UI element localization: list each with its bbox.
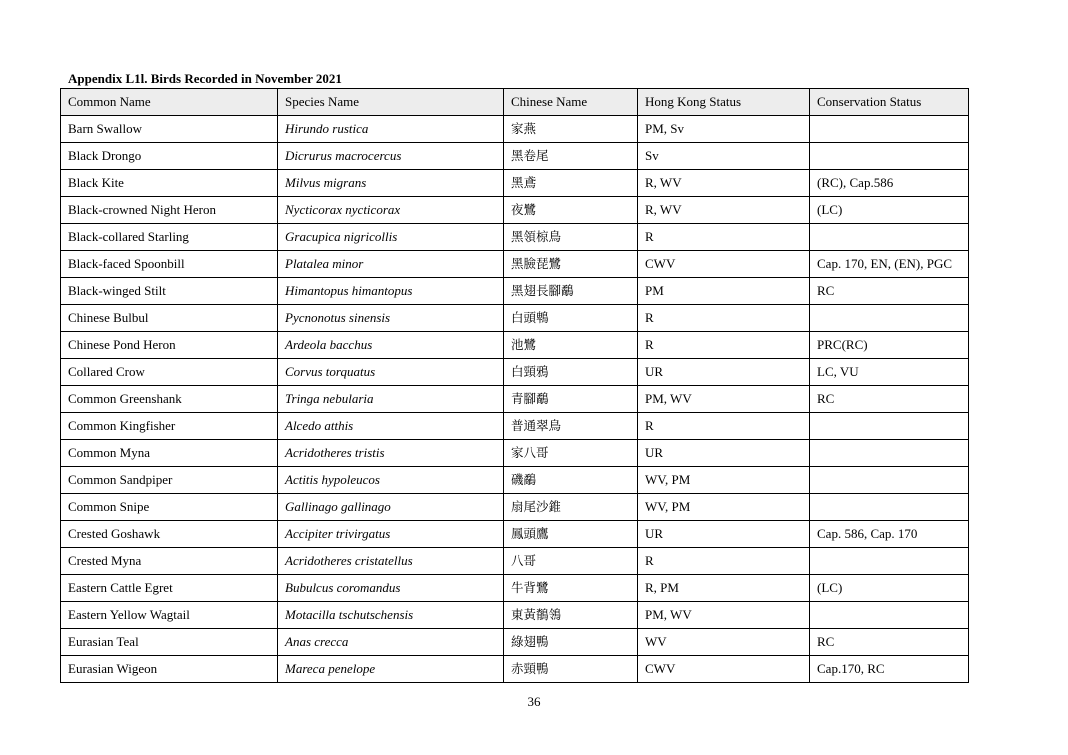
- header-row: [61, 89, 969, 116]
- table-row: [61, 629, 969, 656]
- cell-common-name: Barn Swallow: [61, 116, 278, 143]
- cell-conservation-status: LC, VU: [810, 359, 969, 386]
- cell-chinese-name: 扇尾沙錐: [504, 494, 638, 521]
- cell-chinese-name: 家燕: [504, 116, 638, 143]
- cell-hong-kong-status: PM, Sv: [638, 116, 810, 143]
- table-row: [61, 386, 969, 413]
- cell-hong-kong-status: R: [638, 305, 810, 332]
- table-row: [61, 467, 969, 494]
- table-row: [61, 170, 969, 197]
- cell-hong-kong-status: PM, WV: [638, 602, 810, 629]
- cell-hong-kong-status: PM: [638, 278, 810, 305]
- cell-conservation-status: [810, 224, 969, 251]
- cell-species-name: Corvus torquatus: [278, 359, 504, 386]
- cell-common-name: Chinese Bulbul: [61, 305, 278, 332]
- cell-common-name: Eurasian Wigeon: [61, 656, 278, 683]
- cell-hong-kong-status: UR: [638, 359, 810, 386]
- cell-conservation-status: RC: [810, 629, 969, 656]
- cell-species-name: Platalea minor: [278, 251, 504, 278]
- cell-common-name: Chinese Pond Heron: [61, 332, 278, 359]
- cell-hong-kong-status: CWV: [638, 656, 810, 683]
- header-common-name: Common Name: [61, 89, 278, 116]
- cell-conservation-status: RC: [810, 278, 969, 305]
- cell-common-name: Common Snipe: [61, 494, 278, 521]
- cell-hong-kong-status: UR: [638, 440, 810, 467]
- cell-chinese-name: 赤頸鴨: [504, 656, 638, 683]
- cell-conservation-status: PRC(RC): [810, 332, 969, 359]
- page-title: Appendix L1l. Birds Recorded in November 2021: [68, 71, 342, 86]
- cell-conservation-status: (RC), Cap.586: [810, 170, 969, 197]
- table-row: [61, 521, 969, 548]
- cell-common-name: Common Greenshank: [61, 386, 278, 413]
- cell-chinese-name: 白頸鴉: [504, 359, 638, 386]
- cell-conservation-status: (LC): [810, 575, 969, 602]
- cell-chinese-name: 八哥: [504, 548, 638, 575]
- cell-common-name: Black-crowned Night Heron: [61, 197, 278, 224]
- cell-common-name: Black-collared Starling: [61, 224, 278, 251]
- cell-species-name: Himantopus himantopus: [278, 278, 504, 305]
- cell-chinese-name: 青腳鷸: [504, 386, 638, 413]
- table-row: [61, 332, 969, 359]
- cell-conservation-status: [810, 548, 969, 575]
- cell-species-name: Alcedo atthis: [278, 413, 504, 440]
- cell-common-name: Black Kite: [61, 170, 278, 197]
- cell-species-name: Hirundo rustica: [278, 116, 504, 143]
- cell-hong-kong-status: R: [638, 224, 810, 251]
- cell-chinese-name: 牛背鷺: [504, 575, 638, 602]
- table-row: [61, 224, 969, 251]
- cell-conservation-status: RC: [810, 386, 969, 413]
- cell-common-name: Eastern Cattle Egret: [61, 575, 278, 602]
- table-row: [61, 143, 969, 170]
- cell-hong-kong-status: PM, WV: [638, 386, 810, 413]
- table-row: [61, 602, 969, 629]
- cell-species-name: Anas crecca: [278, 629, 504, 656]
- cell-chinese-name: 黑翅長腳鷸: [504, 278, 638, 305]
- header-hong-kong-status: Hong Kong Status: [638, 89, 810, 116]
- table-row: [61, 305, 969, 332]
- cell-common-name: Eastern Yellow Wagtail: [61, 602, 278, 629]
- cell-hong-kong-status: R, WV: [638, 170, 810, 197]
- cell-species-name: Nycticorax nycticorax: [278, 197, 504, 224]
- header-species-name: Species Name: [278, 89, 504, 116]
- cell-chinese-name: 鳳頭鷹: [504, 521, 638, 548]
- cell-common-name: Eurasian Teal: [61, 629, 278, 656]
- cell-species-name: Dicrurus macrocercus: [278, 143, 504, 170]
- cell-conservation-status: Cap.170, RC: [810, 656, 969, 683]
- cell-common-name: Common Sandpiper: [61, 467, 278, 494]
- cell-conservation-status: [810, 413, 969, 440]
- cell-species-name: Acridotheres cristatellus: [278, 548, 504, 575]
- cell-conservation-status: [810, 305, 969, 332]
- cell-chinese-name: 東黃鶺鴒: [504, 602, 638, 629]
- table-body: [61, 116, 969, 683]
- cell-conservation-status: [810, 494, 969, 521]
- cell-hong-kong-status: R: [638, 548, 810, 575]
- header-conservation-status: Conservation Status: [810, 89, 969, 116]
- table-row: [61, 359, 969, 386]
- cell-conservation-status: Cap. 586, Cap. 170: [810, 521, 969, 548]
- cell-hong-kong-status: R, PM: [638, 575, 810, 602]
- cell-conservation-status: [810, 440, 969, 467]
- cell-hong-kong-status: R, WV: [638, 197, 810, 224]
- table-row: [61, 197, 969, 224]
- cell-species-name: Actitis hypoleucos: [278, 467, 504, 494]
- cell-conservation-status: [810, 143, 969, 170]
- cell-species-name: Motacilla tschutschensis: [278, 602, 504, 629]
- cell-hong-kong-status: R: [638, 413, 810, 440]
- table-row: [61, 656, 969, 683]
- cell-species-name: Pycnonotus sinensis: [278, 305, 504, 332]
- cell-conservation-status: [810, 467, 969, 494]
- cell-common-name: Black-faced Spoonbill: [61, 251, 278, 278]
- cell-chinese-name: 黑臉琵鷺: [504, 251, 638, 278]
- cell-conservation-status: Cap. 170, EN, (EN), PGC: [810, 251, 969, 278]
- cell-chinese-name: 家八哥: [504, 440, 638, 467]
- cell-hong-kong-status: Sv: [638, 143, 810, 170]
- cell-chinese-name: 白頭鵯: [504, 305, 638, 332]
- table-row: [61, 494, 969, 521]
- table-row: [61, 251, 969, 278]
- cell-chinese-name: 夜鷺: [504, 197, 638, 224]
- cell-common-name: Crested Goshawk: [61, 521, 278, 548]
- cell-hong-kong-status: UR: [638, 521, 810, 548]
- cell-species-name: Acridotheres tristis: [278, 440, 504, 467]
- cell-species-name: Tringa nebularia: [278, 386, 504, 413]
- birds-table: [60, 88, 969, 683]
- cell-common-name: Common Kingfisher: [61, 413, 278, 440]
- cell-chinese-name: 黑卷尾: [504, 143, 638, 170]
- cell-common-name: Black-winged Stilt: [61, 278, 278, 305]
- cell-common-name: Black Drongo: [61, 143, 278, 170]
- cell-common-name: Collared Crow: [61, 359, 278, 386]
- header-chinese-name: Chinese Name: [504, 89, 638, 116]
- cell-chinese-name: 磯鷸: [504, 467, 638, 494]
- cell-chinese-name: 綠翅鴨: [504, 629, 638, 656]
- cell-hong-kong-status: WV, PM: [638, 467, 810, 494]
- cell-species-name: Gallinago gallinago: [278, 494, 504, 521]
- cell-species-name: Accipiter trivirgatus: [278, 521, 504, 548]
- table-row: [61, 413, 969, 440]
- cell-chinese-name: 黑鳶: [504, 170, 638, 197]
- table-row: [61, 440, 969, 467]
- cell-hong-kong-status: WV, PM: [638, 494, 810, 521]
- cell-common-name: Crested Myna: [61, 548, 278, 575]
- cell-hong-kong-status: WV: [638, 629, 810, 656]
- table-row: [61, 116, 969, 143]
- cell-chinese-name: 黑領椋鳥: [504, 224, 638, 251]
- table-row: [61, 575, 969, 602]
- cell-common-name: Common Myna: [61, 440, 278, 467]
- cell-conservation-status: [810, 602, 969, 629]
- cell-conservation-status: (LC): [810, 197, 969, 224]
- cell-species-name: Bubulcus coromandus: [278, 575, 504, 602]
- table-row: [61, 278, 969, 305]
- table-row: [61, 548, 969, 575]
- cell-species-name: Gracupica nigricollis: [278, 224, 504, 251]
- cell-species-name: Milvus migrans: [278, 170, 504, 197]
- page-number: 36: [527, 694, 541, 709]
- cell-chinese-name: 池鷺: [504, 332, 638, 359]
- cell-species-name: Ardeola bacchus: [278, 332, 504, 359]
- cell-species-name: Mareca penelope: [278, 656, 504, 683]
- cell-chinese-name: 普通翠鳥: [504, 413, 638, 440]
- cell-conservation-status: [810, 116, 969, 143]
- cell-hong-kong-status: R: [638, 332, 810, 359]
- table-header: [61, 89, 969, 116]
- cell-hong-kong-status: CWV: [638, 251, 810, 278]
